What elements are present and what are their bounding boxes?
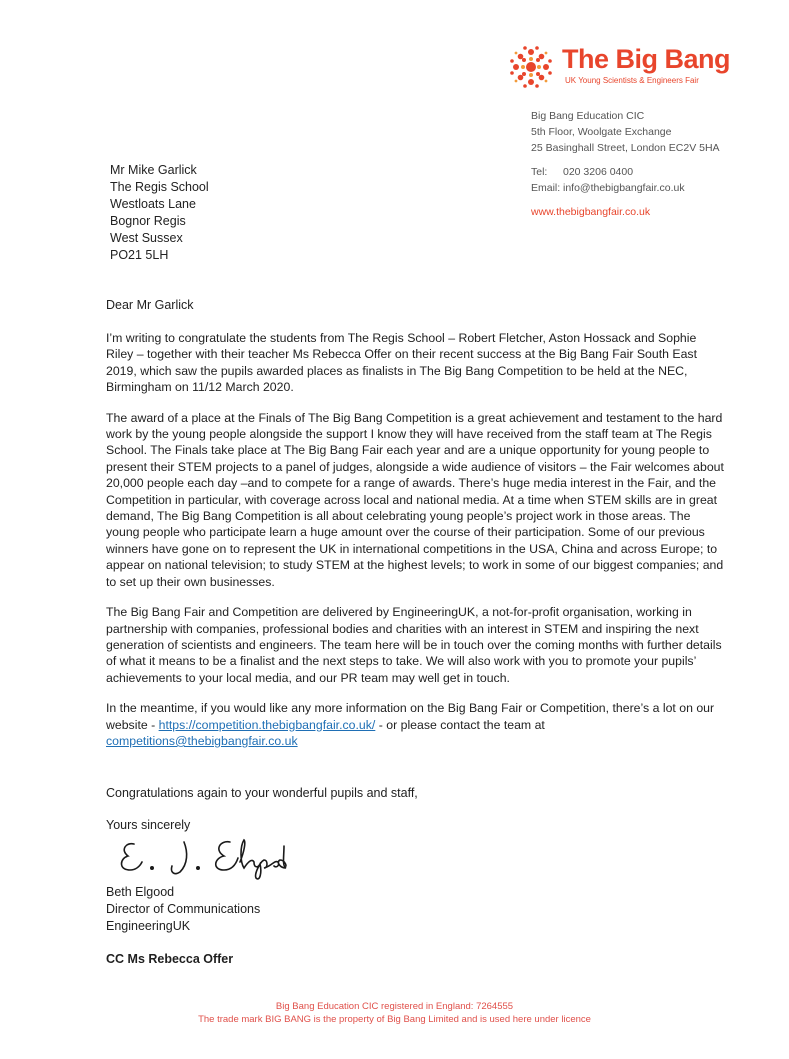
big-bang-logo <box>508 38 748 90</box>
closing-line: Congratulations again to your wonderful pupils and staff, <box>106 786 418 800</box>
footer-trademark: The trade mark BIG BANG is the property of Big Bang Limited and is used here under licence <box>198 1014 591 1025</box>
paragraph-engineeringuk: The Big Bang Fair and Competition are delivered by EngineeringUK, a not-for-profit organisation, working in partnership with companies, professional bodies and charities with an interest in STEM and inspiring the next generation of scientists and engineers. The team here will be in touch over the coming months with further details of what it means to be a finalist and the next steps to take. We will also work with you to promote your pupils’ achievements to your local media, and our PR team may well get in touch. <box>106 605 722 685</box>
logo-subtitle: UK Young Scientists & Engineers Fair <box>565 76 699 85</box>
website-url: www.thebigbangfair.co.uk <box>531 206 651 218</box>
handwritten-signature <box>112 832 312 882</box>
signer-name: Beth Elgood <box>106 885 175 899</box>
letter-footer <box>0 1000 789 1026</box>
email-value: info@thebigbangfair.co.uk <box>563 182 685 194</box>
recipient-line: PO21 5LH <box>110 248 169 262</box>
logo-title: The Big Bang <box>562 44 730 74</box>
sender-address-line: Big Bang Education CIC <box>531 110 645 122</box>
competition-website-link[interactable]: https://competition.thebigbangfair.co.uk/ <box>158 717 376 732</box>
recipient-line: The Regis School <box>110 180 209 194</box>
email-row <box>531 180 685 196</box>
telephone-value: 020 3206 0400 <box>563 166 634 178</box>
recipient-line: West Sussex <box>110 231 183 245</box>
recipient-address <box>110 162 209 264</box>
paragraph-more-info <box>106 700 726 749</box>
more-info-text-start: In the meantime, if you would like any more information on the Big Bang Fair or Competition, there’s a lot on our website - <box>106 701 715 732</box>
signer-organisation: EngineeringUK <box>106 919 191 933</box>
recipient-line: Westloats Lane <box>110 197 196 211</box>
paragraph-congratulations: I’m writing to congratulate the students from The Regis School – Robert Fletcher, Aston Hossack and Sophie Riley – together with their teacher Ms Rebecca Offer on their recent success at the Big Bang Fair South East 2019, which saw the pupils awarded places as finalists in The Big Bang Competition to be held at the NEC, Birmingham on 11/12 March 2020. <box>106 331 698 395</box>
cc-line: CC Ms Rebecca Offer <box>106 952 234 966</box>
letter-body <box>106 330 726 763</box>
sender-address <box>531 108 720 156</box>
sender-address-line: 25 Basinghall Street, London EC2V 5HA <box>531 142 720 154</box>
telephone-row <box>531 164 685 180</box>
starburst-logo-icon <box>508 44 554 90</box>
sender-address-line: 5th Floor, Woolgate Exchange <box>531 126 672 138</box>
salutation: Dear Mr Garlick <box>106 298 194 312</box>
email-label: Email: <box>531 182 561 194</box>
recipient-line: Bognor Regis <box>110 214 186 228</box>
signer-block <box>106 884 260 935</box>
signer-title: Director of Communications <box>106 902 261 916</box>
more-info-text-middle: - or please contact the team at <box>375 717 545 732</box>
telephone-label: Tel: <box>531 166 548 178</box>
footer-registration: Big Bang Education CIC registered in England: 7264555 <box>275 1001 514 1012</box>
recipient-line: Mr Mike Garlick <box>110 163 197 177</box>
sign-off: Yours sincerely <box>106 818 191 832</box>
competitions-email-link[interactable]: competitions@thebigbangfair.co.uk <box>106 733 298 748</box>
sender-contact <box>531 164 685 196</box>
paragraph-finals: The award of a place at the Finals of The Big Bang Competition is a great achievement and testament to the hard work by the young people alongside the support I know they will have received from the staff team at The Regis School. The Finals take place at The Big Bang Fair each year and are a unique opportunity for young people to present their STEM projects to a panel of judges, alongside a wide audience of visitors – the Fair welcomes about 20,000 people each day –and to compete for a range of awards. There’s huge media interest in the Fair, and the Competition in particular, with coverage across local and national media. At a time when STEM skills are in great demand, The Big Bang Competition is all about celebrating young people’s project work in those areas. The young people who participate learn a huge amount over the course of their participation. Some of our previous winners have gone on to represent the UK in international competitions in the USA, China and across Europe; to appear on national television; to study STEM at the highest levels; to work in some of our biggest companies; and to set up their own businesses. <box>106 410 724 589</box>
